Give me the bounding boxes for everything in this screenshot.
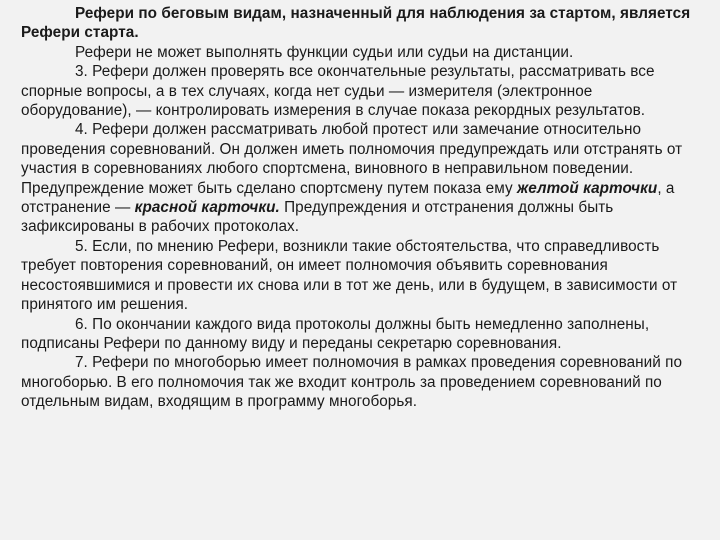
paragraph-rule-4 xyxy=(21,120,694,236)
yellow-card-term: желтой карточки xyxy=(516,179,658,197)
paragraph-rule-6: 6. По окончании каждого вида протоколы должны быть немедленно заполнены, подписаны Рефери по данному виду и переданы секретарю соревнования. xyxy=(21,315,650,352)
rule-4-text-part-1: 4. Рефери должен рассматривать любой протест или замечание относительно проведения соревнований. Он должен иметь полномочия предупреждать или отстранять от участия в соревнованиях любого спортсмена, виновного в неправильном поведении. Предупреждение может быть сделано спортсмену путем показа ему xyxy=(21,121,683,197)
paragraph-rule-5: 5. Если, по мнению Рефери, возникли такие обстоятельства, что справедливость требует повторения соревнований, он имеет полномочия объявить соревнования несостоявшимися и провести их снова или в тот же день, или в будущем, в зависимости от принятого им решения. xyxy=(21,237,678,314)
red-card-term: красной карточки. xyxy=(134,199,280,217)
paragraph-rule-3: 3. Рефери должен проверять все окончательные результаты, рассматривать все спорные вопросы, а в тех случаях, когда нет судьи — измерителя (электронное оборудование), — контролировать измерения в случае показа рекордных результатов. xyxy=(21,63,655,120)
rule-4-text-part-2: , а отстранение — xyxy=(21,179,675,217)
paragraph-rule-7: 7. Рефери по многоборью имеет полномочия в рамках проведения соревнований по многоборью. В его полномочия так же входит контроль за проведением соревнований по отдельным видам, входящим в программу многоборья. xyxy=(21,354,683,411)
paragraph-referee-restriction: Рефери не может выполнять функции судьи или судьи на дистанции. xyxy=(75,43,574,61)
paragraph-start-referee: Рефери по беговым видам, назначенный для наблюдения за стартом, является Рефери старта. xyxy=(21,5,691,42)
rule-4-text-part-3: Предупреждения и отстранения должны быть зафиксированы в рабочих протоколах. xyxy=(21,199,614,236)
